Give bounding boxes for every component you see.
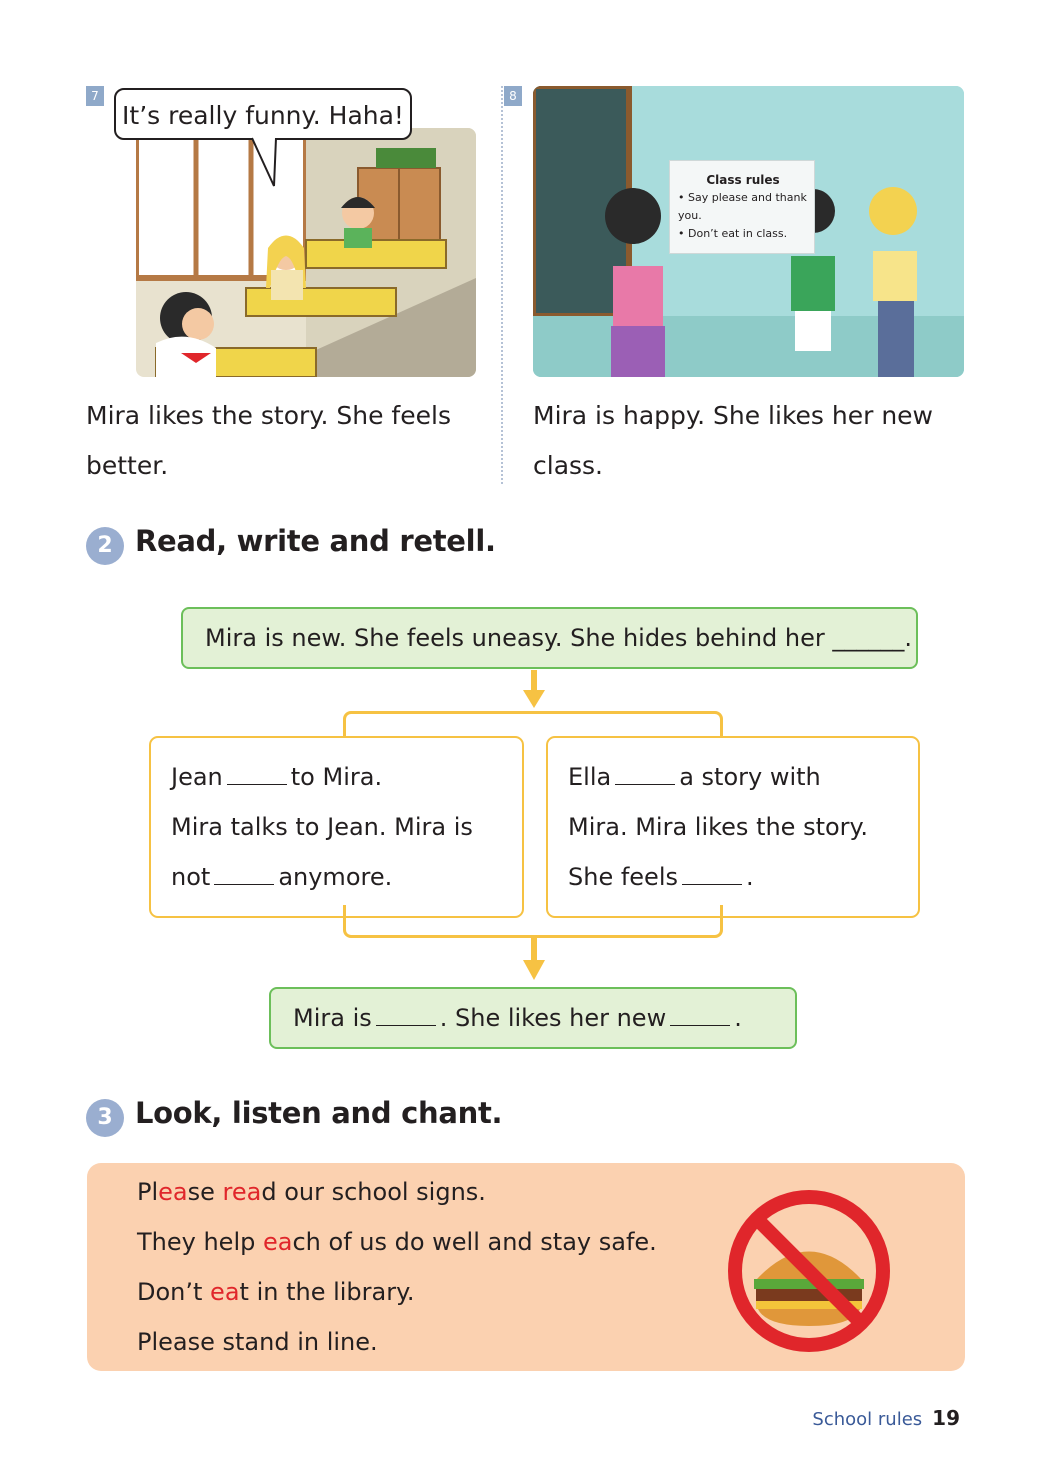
ella-box: Ella a story with Mira. Mira likes the story. She feels . — [546, 736, 920, 918]
section-2-badge: 2 — [86, 527, 124, 565]
panel-number-8: 8 — [504, 86, 522, 106]
class-rules-sign-item: • Say please and thank you. — [678, 191, 807, 222]
panel-8-caption-line-1: Mira is happy. She likes her new — [533, 401, 933, 430]
section-3-badge: 3 — [86, 1099, 124, 1137]
class-rules-illustration — [533, 86, 964, 377]
panel-number-7: 7 — [86, 86, 104, 106]
panel-divider — [501, 86, 503, 484]
chant-line: Please read our school signs. — [137, 1178, 486, 1206]
chant-line: Please stand in line. — [137, 1328, 378, 1356]
no-food-sign-icon — [722, 1184, 896, 1358]
answer-blank — [682, 864, 742, 885]
class-rules-sign-title: Class rules — [706, 173, 780, 187]
page-number: 19 — [932, 1406, 960, 1430]
page-footer: School rules 19 — [812, 1406, 960, 1430]
bottom-connector — [343, 905, 723, 938]
jean-box: Jean to Mira. Mira talks to Jean. Mira is not anymore. — [149, 736, 524, 918]
answer-blank — [227, 764, 287, 785]
chant-line: Don’t eat in the library. — [137, 1278, 415, 1306]
speech-bubble-tail — [250, 136, 280, 190]
story-start-box: Mira is new. She feels uneasy. She hides behind her ______. — [181, 607, 918, 669]
answer-blank — [214, 864, 274, 885]
arrow-down-icon — [521, 938, 547, 982]
speech-bubble: It’s really funny. Haha! — [114, 88, 412, 140]
arrow-down-icon — [521, 670, 547, 710]
class-rules-sign — [669, 160, 815, 254]
panel-7-caption-line-1: Mira likes the story. She feels — [86, 401, 451, 430]
section-3-title: Look, listen and chant. — [135, 1096, 503, 1130]
answer-blank — [376, 1005, 436, 1026]
story-end-box: Mira is . She likes her new . — [269, 987, 797, 1049]
chant-line: They help each of us do well and stay safe. — [137, 1228, 657, 1256]
answer-blank — [670, 1005, 730, 1026]
class-rules-sign-item: • Don’t eat in class. — [678, 227, 788, 240]
panel-7-caption-line-2: better. — [86, 451, 169, 480]
classroom-illustration — [136, 128, 476, 377]
panel-8-caption-line-2: class. — [533, 451, 604, 480]
section-2-title: Read, write and retell. — [135, 524, 496, 558]
answer-blank — [615, 764, 675, 785]
